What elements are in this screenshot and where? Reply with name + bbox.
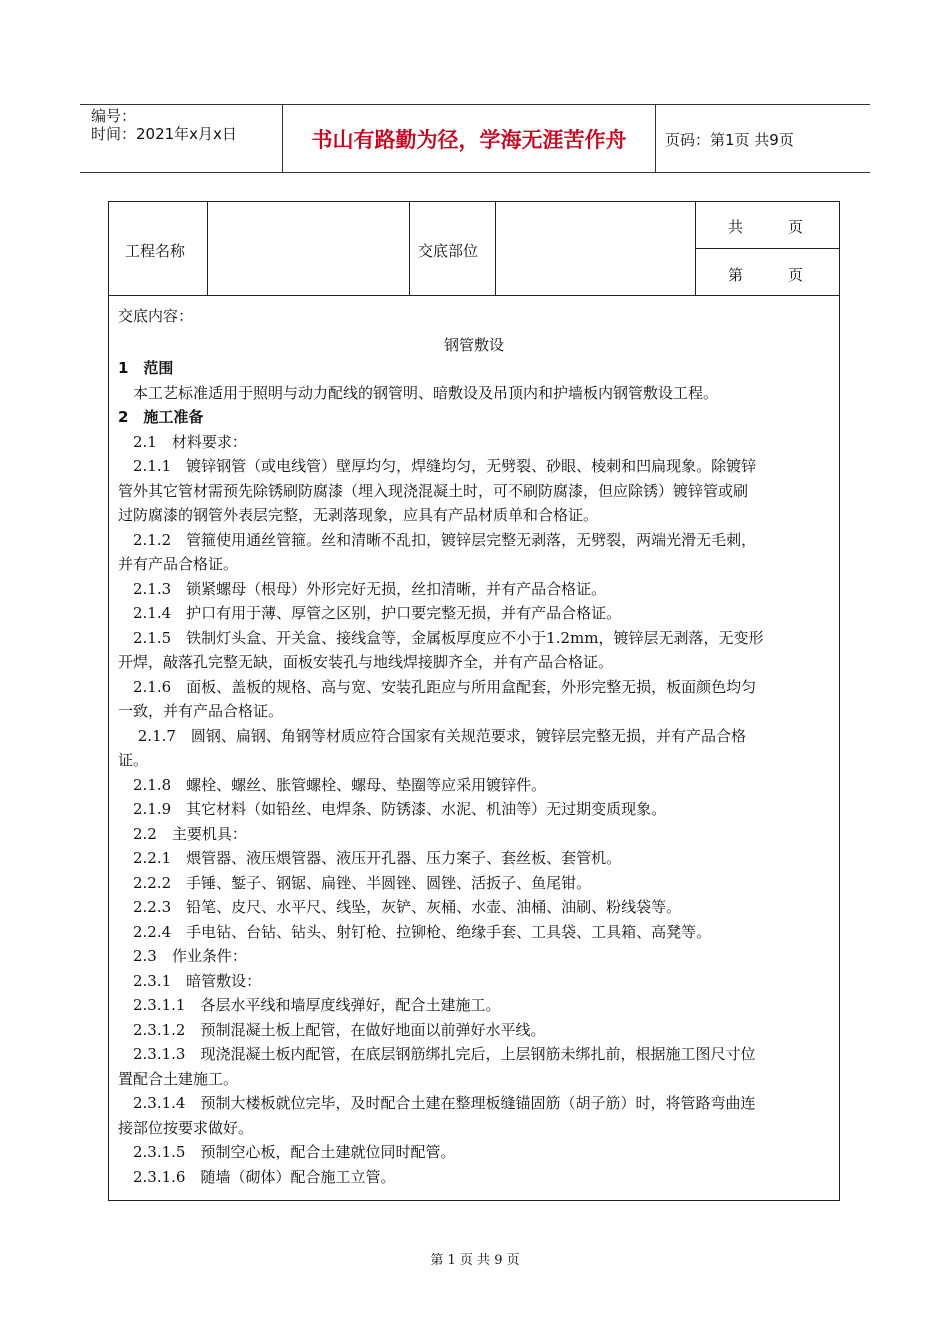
header-motto: 书山有路勤为径，学海无涯苦作舟 <box>311 128 627 152</box>
table-col-divider <box>409 201 410 295</box>
body-line: 2.3.1 暗管敷设： <box>118 971 262 990</box>
body-line: 接部位按要求做好。 <box>118 1118 254 1137</box>
body-line: 2.3.1.4 预制大楼板就位完毕，及时配合土建在整理板缝锚固筋（胡子筋）时，将管路弯曲连 <box>118 1094 756 1112</box>
body-line: 2.1 材料要求： <box>118 432 247 451</box>
total-pages-label: 共 页 <box>728 218 804 236</box>
body-line: 管外其它管材需预先除锈刷防腐漆（埋入现浇混凝土时，可不刷防腐漆，但应除锈）镀锌管或刷 <box>118 481 749 500</box>
body-line: 置配合土建施工。 <box>118 1069 239 1088</box>
body-line: 2.1.6 面板、盖板的规格、高与宽、安装孔距应与所用盒配套，外形完整无损，板面颜色均匀 <box>118 677 757 696</box>
page-number-label: 第 页 <box>728 266 804 284</box>
body-line: 并有产品合格证。 <box>118 555 239 573</box>
body-line: 开焊，敲落孔完整无缺，面板安装孔与地线焊接脚齐全，并有产品合格证。 <box>118 653 614 671</box>
doc-title: 钢管敷设 <box>443 336 504 354</box>
body-line: 2.1.1 镀锌钢管（或电线管）壁厚均匀，焊缝均匀，无劈裂、砂眼、棱刺和凹扁现象。除镀锌 <box>118 457 757 475</box>
body-line: 2.1.3 锁紧螺母（根母）外形完好无损，丝扣清晰，并有产品合格证。 <box>118 579 607 598</box>
body-line: 2.2.3 铅笔、皮尺、水平尺、线坠，灰铲、灰桶、水壶、油桶、油刷、粉线袋等。 <box>118 898 682 916</box>
body-line: 2.1.2 管箍使用通丝管箍。丝和清晰不乱扣，镀锌层完整无剥落，无劈裂，两端光滑无毛刺， <box>118 530 757 549</box>
disclosure-part-label: 交底部位 <box>418 242 479 260</box>
body-line: 2.3.1.1 各层水平线和墙厚度线弹好，配合土建施工。 <box>118 996 501 1014</box>
project-name-label: 工程名称 <box>125 242 186 260</box>
body-line: 2.3.1.3 现浇混凝土板内配管，在底层钢筋绑扎完后，上层钢筋未绑扎前，根据施工图尺寸位 <box>118 1045 756 1063</box>
header-divider-right <box>655 104 656 172</box>
body-line: 2.1.9 其它材料（如铅丝、电焊条、防锈漆、水泥、机油等）无过期变质现象。 <box>118 800 667 818</box>
body-line: 一致，并有产品合格证。 <box>118 702 284 720</box>
body-line: 过防腐漆的钢管外表层完整，无剥落现象，应具有产品材质单和合格证。 <box>118 506 599 524</box>
body-line: 2.3 作业条件： <box>118 947 247 965</box>
serial-label: 编号： <box>91 107 137 125</box>
body-line: 本工艺标准适用于照明与动力配线的钢管明、暗敷设及吊顶内和护墙板内钢管敷设工程。 <box>118 383 719 402</box>
date-label: 时间：2021年x月x日 <box>91 125 237 143</box>
page-code: 页码：第1页 共9页 <box>665 131 794 149</box>
body-line: 证。 <box>118 751 149 769</box>
body-line: 1 范围 <box>118 359 174 377</box>
content-label: 交底内容： <box>118 307 194 325</box>
table-col-divider <box>207 201 208 295</box>
body-line: 2.2.2 手锤、錾子、钢锯、扁锉、半圆锉、圆锉、活扳子、鱼尾钳。 <box>118 873 592 892</box>
body-line: 2.1.5 铁制灯头盒、开关盒、接线盒等，金属板厚度应不小于1.2mm，镀锌层无剥落，无变形 <box>118 628 764 647</box>
header-bottom-rule <box>80 172 870 173</box>
table-page-cell-divider <box>695 248 840 249</box>
body-line: 2.1.7 圆钢、扁钢、角钢等材质应符合国家有关规范要求，镀锌层完整无损，并有产品合格 <box>118 726 746 745</box>
table-col-divider <box>495 201 496 295</box>
body-line: 2.1.4 护口有用于薄、厚管之区别，护口要完整无损，并有产品合格证。 <box>118 604 622 622</box>
body-line: 2.3.1.2 预制混凝土板上配管，在做好地面以前弹好水平线。 <box>118 1020 546 1039</box>
header-top-rule <box>80 104 870 105</box>
body-line: 2.3.1.6 随墙（砌体）配合施工立管。 <box>118 1167 396 1186</box>
body-line: 2 施工准备 <box>118 408 204 426</box>
body-line: 2.2.4 手电钻、台钻、钻头、射钉枪、拉铆枪、绝缘手套、工具袋、工具箱、高凳等。 <box>118 922 712 941</box>
page-footer: 第 1 页 共 9 页 <box>430 1253 520 1268</box>
table-row-divider <box>108 295 840 296</box>
body-line: 2.3.1.5 预制空心板，配合土建就位同时配管。 <box>118 1143 456 1161</box>
body-line: 2.1.8 螺栓、螺丝、胀管螺栓、螺母、垫圈等应采用镀锌件。 <box>118 775 547 794</box>
body-line: 2.2 主要机具： <box>118 824 247 843</box>
body-line: 2.2.1 煨管器、液压煨管器、液压开孔器、压力案子、套丝板、套管机。 <box>118 849 622 867</box>
